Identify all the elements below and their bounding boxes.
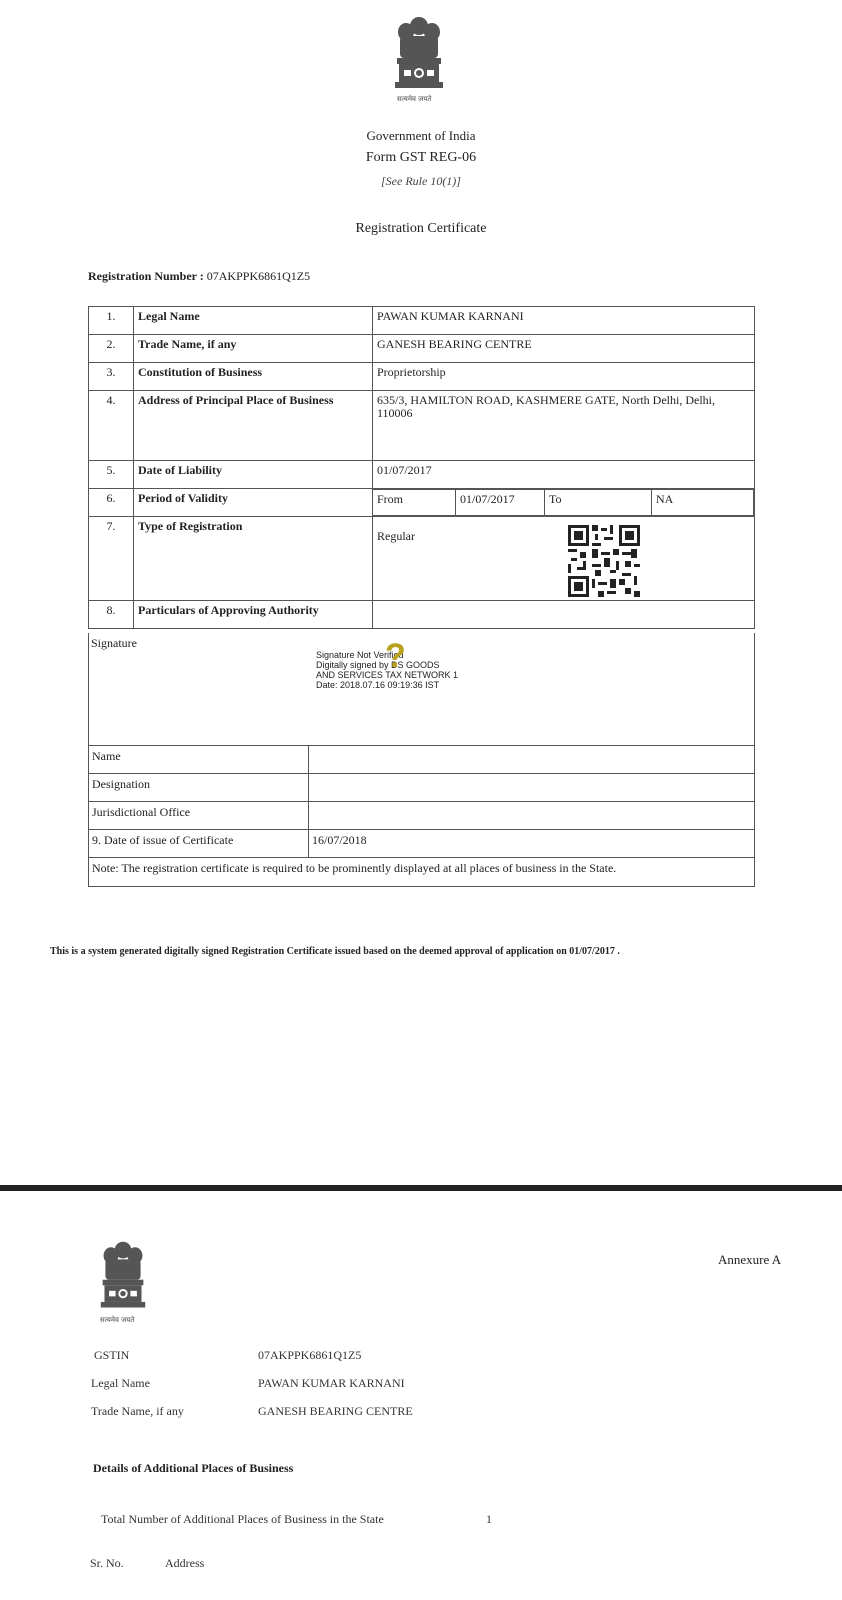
address-value: 635/3, HAMILTON ROAD, KASHMERE GATE, North Delhi, Delhi, 110006 bbox=[373, 391, 755, 461]
qr-code-icon bbox=[568, 525, 640, 597]
row-number: 7. bbox=[89, 517, 134, 601]
jurisdictional-office-label: Jurisdictional Office bbox=[89, 802, 309, 830]
table-row bbox=[89, 746, 755, 774]
validity-from-label: From bbox=[373, 490, 456, 516]
legal-name-label: Legal Name bbox=[91, 1376, 150, 1390]
signature-signer-line1: Digitally signed by DS GOODS bbox=[316, 660, 440, 670]
trade-name-value: GANESH BEARING CENTRE bbox=[258, 1404, 413, 1418]
annexure-title: Annexure A bbox=[718, 1252, 782, 1267]
table-row bbox=[89, 489, 755, 517]
row-label: Address of Principal Place of Business bbox=[134, 391, 373, 461]
date-of-issue-label: 9. Date of issue of Certificate bbox=[89, 830, 309, 858]
issuer-table bbox=[88, 745, 755, 887]
registration-type-cell bbox=[373, 517, 755, 601]
name-label: Name bbox=[89, 746, 309, 774]
trade-name-value: GANESH BEARING CENTRE bbox=[373, 335, 755, 363]
page-divider bbox=[0, 1185, 842, 1191]
signature-label: Signature bbox=[91, 636, 137, 650]
table-row bbox=[89, 517, 755, 601]
signature-status: Signature Not Verified bbox=[316, 650, 404, 660]
row-label: Period of Validity bbox=[134, 489, 373, 517]
validity-inner-table bbox=[373, 489, 754, 516]
row-label: Type of Registration bbox=[134, 517, 373, 601]
certificate-title: Registration Certificate bbox=[355, 221, 487, 236]
date-of-liability-value: 01/07/2017 bbox=[373, 461, 755, 489]
sr-no-header: Sr. No. bbox=[90, 1556, 124, 1570]
row-label: Constitution of Business bbox=[134, 363, 373, 391]
system-generated-notice: This is a system generated digitally signed Registration Certificate issued based on the deemed approval of application on 01/07/2017 . bbox=[50, 946, 620, 957]
total-places-label: Total Number of Additional Places of Business in the State bbox=[101, 1512, 384, 1526]
row-number: 2. bbox=[89, 335, 134, 363]
registration-type-value: Regular bbox=[377, 529, 415, 543]
address-header: Address bbox=[165, 1556, 205, 1570]
table-row bbox=[89, 830, 755, 858]
table-row bbox=[89, 774, 755, 802]
gstin-label: GSTIN bbox=[94, 1348, 130, 1362]
signature-date: Date: 2018.07.16 09:19:36 IST bbox=[316, 680, 440, 690]
registration-number-label: Registration Number : bbox=[88, 269, 204, 283]
certificate-table bbox=[88, 306, 755, 629]
row-label: Legal Name bbox=[134, 307, 373, 335]
table-row bbox=[89, 601, 755, 629]
display-note: Note: The registration certificate is required to be prominently displayed at all places of business in the State. bbox=[89, 858, 755, 887]
row-number: 6. bbox=[89, 489, 134, 517]
form-heading: Form GST REG-06 bbox=[365, 150, 477, 165]
row-number: 8. bbox=[89, 601, 134, 629]
table-row bbox=[89, 802, 755, 830]
approving-authority-value bbox=[373, 601, 755, 629]
validity-to-value: NA bbox=[652, 490, 754, 516]
additional-places-heading: Details of Additional Places of Business bbox=[93, 1461, 294, 1475]
national-emblem-icon bbox=[392, 14, 446, 94]
designation-label: Designation bbox=[89, 774, 309, 802]
row-label: Trade Name, if any bbox=[134, 335, 373, 363]
row-number: 3. bbox=[89, 363, 134, 391]
government-heading: Government of India bbox=[366, 128, 476, 143]
date-of-issue-value: 16/07/2018 bbox=[309, 830, 755, 858]
validity-to-label: To bbox=[545, 490, 652, 516]
table-row bbox=[89, 858, 755, 887]
total-places-value: 1 bbox=[486, 1512, 492, 1526]
legal-name-value: PAWAN KUMAR KARNANI bbox=[373, 307, 755, 335]
row-label: Particulars of Approving Authority bbox=[134, 601, 373, 629]
constitution-value: Proprietorship bbox=[373, 363, 755, 391]
row-number: 4. bbox=[89, 391, 134, 461]
legal-name-value: PAWAN KUMAR KARNANI bbox=[258, 1376, 405, 1390]
signature-signer-line2: AND SERVICES TAX NETWORK 1 bbox=[316, 670, 459, 680]
registration-number-line bbox=[88, 269, 310, 284]
jurisdictional-office-value bbox=[309, 802, 755, 830]
gstin-value: 07AKPPK6861Q1Z5 bbox=[258, 1348, 362, 1362]
row-number: 1. bbox=[89, 307, 134, 335]
national-emblem-icon bbox=[98, 1238, 148, 1314]
table-row bbox=[89, 307, 755, 335]
row-number: 5. bbox=[89, 461, 134, 489]
table-row bbox=[89, 391, 755, 461]
validity-cell bbox=[373, 489, 755, 517]
designation-value bbox=[309, 774, 755, 802]
unverified-question-icon: ? bbox=[385, 637, 406, 675]
emblem-motto: सत्यमेव जयते bbox=[100, 1316, 135, 1324]
emblem-motto: सत्यमेव जयते bbox=[397, 95, 432, 103]
signature-box bbox=[88, 633, 755, 746]
rule-reference: [See Rule 10(1)] bbox=[381, 174, 461, 188]
table-row bbox=[89, 335, 755, 363]
registration-number-value: 07AKPPK6861Q1Z5 bbox=[206, 269, 311, 283]
table-row bbox=[89, 363, 755, 391]
validity-from-value: 01/07/2017 bbox=[456, 490, 545, 516]
table-row bbox=[89, 461, 755, 489]
trade-name-label: Trade Name, if any bbox=[91, 1404, 184, 1418]
name-value bbox=[309, 746, 755, 774]
row-label: Date of Liability bbox=[134, 461, 373, 489]
